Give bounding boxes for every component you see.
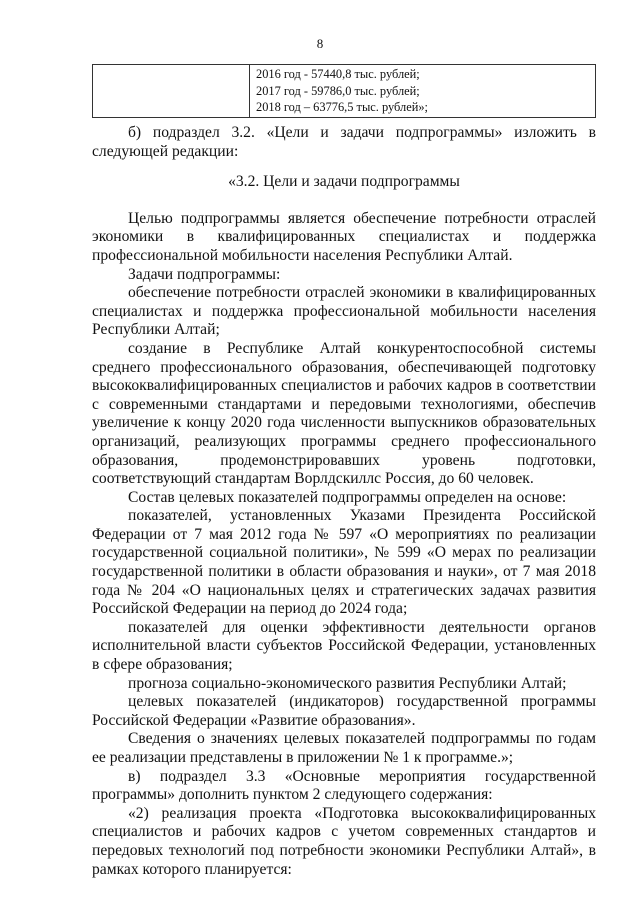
table-cell-empty [93, 65, 250, 118]
paragraph-task-1: обеспечение потребности отраслей экономики в квалифицированных специалистах и поддержка профессиональной мобильности населения Республики Алтай; [92, 284, 596, 339]
funding-line-2016: 2016 год - 57440,8 тыс. рублей; [256, 67, 420, 81]
funding-line-2018: 2018 год – 63776,5 тыс. рублей»; [256, 100, 428, 114]
paragraph-task-2: создание в Республике Алтай конкурентоспособной системы среднего профессионального образования, обеспечивающей подготовку высококвалифицированных специалистов и рабочих кадров в соответствии с современными стандартами и передовыми технологиями, обеспечив увеличение к концу 2020 года численности выпускников образовательных организаций, реализующих программы среднего профессионального образования, продемонстрировавших уровень подготовки, соответствующий стандартам Ворлдскиллс Россия, до 60 человек. [92, 339, 596, 488]
paragraph-tasks-title: Задачи подпрограммы: [128, 265, 281, 283]
funding-table [92, 64, 596, 118]
section-heading: «3.2. Цели и задачи подпрограммы [228, 173, 460, 191]
paragraph-state-program: целевых показателей (индикаторов) государственной программы Российской Федерации «Развитие образования». [92, 693, 596, 729]
paragraph-appendix: Сведения о значениях целевых показателей подпрограммы по годам ее реализации представлены в приложении № 1 к программе.»; [92, 730, 596, 766]
paragraph-decrees: показателей, установленных Указами Президента Российской Федерации от 7 мая 2012 года № 597 «О мероприятиях по реализации государственной социальной политики», № 599 «О мерах по реализации государственной политики в области образования и науки», от 7 мая 2018 года № 204 «О национальных целях и стратегических задачах развития Российской Федерации на период до 2024 года; [92, 507, 596, 618]
paragraph-efficiency: показателей для оценки эффективности деятельности органов исполнительной власти субъектов Российской Федерации, установленных в сфере образования; [92, 618, 596, 674]
table-cell-funding [250, 65, 596, 118]
funding-line-2017: 2017 год - 59786,0 тыс. рублей; [256, 83, 420, 98]
document-body [92, 124, 596, 879]
table-row [93, 65, 596, 118]
paragraph-forecast: прогноза социально-экономического развития Республики Алтай; [128, 674, 567, 692]
paragraph-subsection-3-3: в) подраздел 3.3 «Основные мероприятия государственной программы» дополнить пунктом 2 следующего содержания: [92, 767, 596, 804]
paragraph-intro: б) подраздел 3.2. «Цели и задачи подпрограммы» изложить в следующей редакции: [92, 124, 596, 160]
page-number: 8 [316, 36, 324, 51]
paragraph-project: «2) реализация проекта «Подготовка высококвалифицированных специалистов и рабочих кадров с учетом современных стандартов и передовых технологий под потребности экономики Республики Алтай», в рамках которого планируется: [92, 804, 596, 878]
paragraph-goal: Целью подпрограммы является обеспечение потребности отраслей экономики в квалифицированных специалистах и поддержка профессиональной мобильности населения Республики Алтай. [92, 209, 596, 264]
paragraph-indicators-basis: Состав целевых показателей подпрограммы определен на основе: [128, 488, 567, 506]
